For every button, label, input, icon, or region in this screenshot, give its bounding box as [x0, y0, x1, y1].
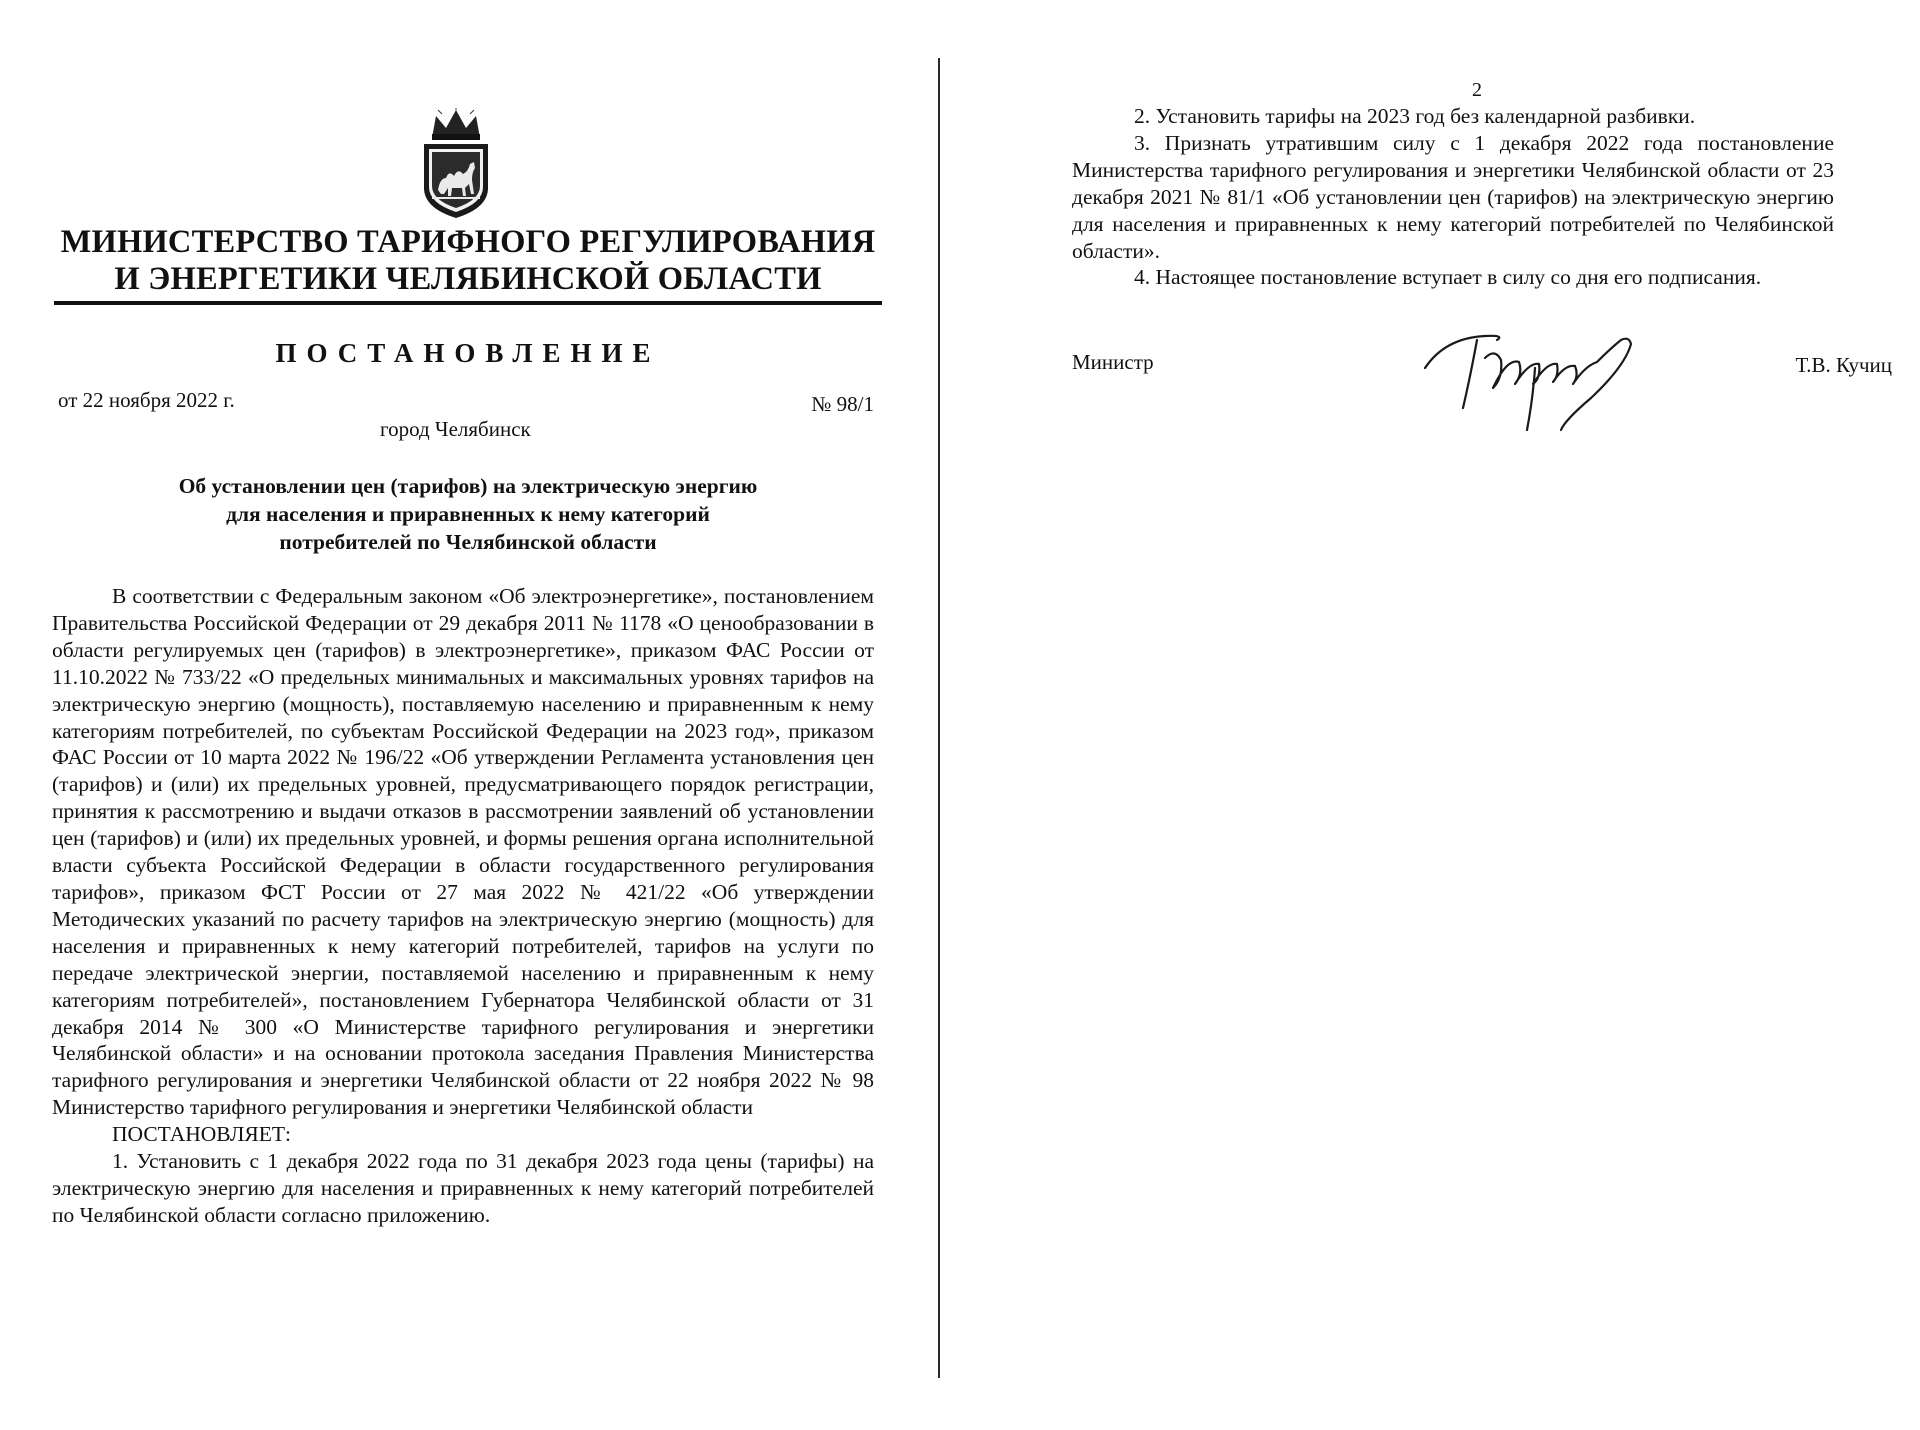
document-body — [52, 583, 874, 1229]
title-line-2: для населения и приравненных к нему категорий — [226, 502, 710, 526]
title-line-3: потребителей по Челябинской области — [279, 530, 657, 554]
item-2-paragraph: 2. Установить тарифы на 2023 год без календарной разбивки. — [1134, 104, 1696, 128]
page-1 — [0, 0, 938, 1430]
decree-word: ПОСТАНОВЛЯЕТ: — [112, 1122, 291, 1147]
page-number: 2 — [1472, 79, 1482, 101]
title-line-1: Об установлении цен (тарифов) на электрическую энергию — [178, 474, 758, 498]
ministry-name — [50, 224, 886, 298]
coat-of-arms-emblem — [418, 108, 494, 220]
document-number: № 98/1 — [811, 392, 874, 416]
page-2 — [940, 0, 1920, 1430]
page-2-body — [1072, 103, 1834, 291]
item-4-paragraph: 4. Настоящее постановление вступает в силу со дня его подписания. — [1134, 265, 1762, 290]
document-title — [130, 472, 806, 556]
item-1-paragraph: 1. Установить с 1 декабря 2022 года по 31 декабря 2023 года цены (тарифы) на электрическую энергию для населения и приравненных к нему категорий потребителей по Челябинской области согласно приложению. — [52, 1149, 874, 1227]
handwritten-signature — [1415, 318, 1685, 438]
header-rule — [54, 301, 882, 305]
signer-name: Т.В. Кучиц — [1795, 353, 1892, 377]
signer-title: Министр — [1072, 350, 1154, 374]
document-type: ПОСТАНОВЛЕНИЕ — [275, 338, 661, 368]
document-city: город Челябинск — [380, 417, 531, 441]
item-3-paragraph: 3. Признать утратившим силу с 1 декабря 2022 года постановление Министерства тарифного регулирования и энергетики Челябинской области от 23 декабря 2021 № 81/1 «Об установлении цен (тарифов) на электрическую энергию для населения и приравненных к нему категорий потребителей по Челябинской области». — [1072, 130, 1834, 263]
ministry-name-line-2: И ЭНЕРГЕТИКИ ЧЕЛЯБИНСКОЙ ОБЛАСТИ — [114, 261, 822, 297]
document-date: от 22 ноября 2022 г. — [58, 388, 235, 412]
ministry-name-line-1: МИНИСТЕРСТВО ТАРИФНОГО РЕГУЛИРОВАНИЯ — [60, 224, 876, 260]
preamble-paragraph: В соответствии с Федеральным законом «Об электроэнергетике», постановлением Правительства Российской Федерации от 29 декабря 2011 № 1178 «О ценообразовании в области регулируемых цен (тарифов) в электроэнергетике», приказом ФАС России от 11.10.2022 № 733/22 «О предельных минимальных и максимальных уровнях тарифов на электрическую энергию (мощность), поставляемую населению и приравненным к нему категориям потребителей, по субъектам Российской Федерации на 2023 год», приказом ФАС России от 10 марта 2022 № 196/22 «Об утверждении Регламента установления цен (тарифов) и (или) их предельных уровней, предусматривающего порядок регистрации, принятия к рассмотрению и выдачи отказов в рассмотрении заявлений об установлении цен (тарифов) и (или) их предельных уровней, и формы решения органа исполнительной власти субъекта Российской Федерации в области государственного регулирования тарифов», приказом ФСТ России от 27 мая 2022 № 421/22 «Об утверждении Методических указаний по расчету тарифов на электрическую энергию (мощность) для населения и приравненных к нему категорий потребителей, тарифов на услуги по передаче электрической энергии, поставляемой населению и приравненным к нему категориям потребителей», постановлением Губернатора Челябинской области от 31 декабря 2014 № 300 «О Министерстве тарифного регулирования и энергетики Челябинской области» и на основании протокола заседания Правления Министерства тарифного регулирования и энергетики Челябинской области от 22 ноября 2022 № 98 Министерство тарифного регулирования и энергетики Челябинской области — [52, 584, 874, 1120]
